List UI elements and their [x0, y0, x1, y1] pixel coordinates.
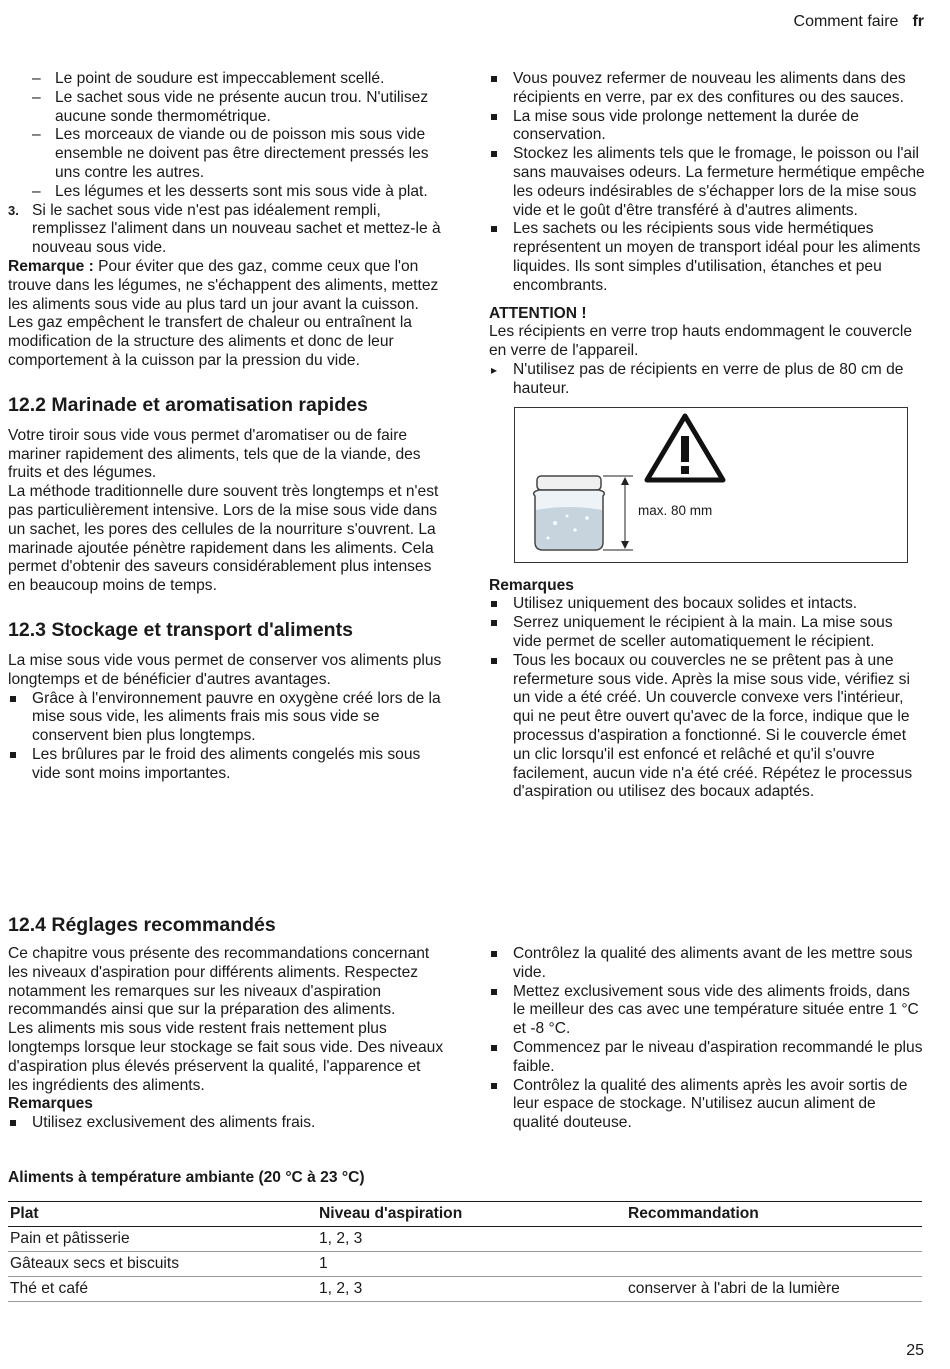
remarques-heading: Remarques	[489, 576, 574, 594]
note-label: Remarque :	[8, 257, 94, 275]
table-cell: 1, 2, 3	[317, 1227, 626, 1252]
remarques-heading: Remarques	[8, 1095, 93, 1113]
list-item: Tous les bocaux ou couvercles ne se prêtent pas à une refermeture sous vide. Après la mise sous vide, vérifiez si un vide a été créé. Un couvercle convexe vers l'intérieur, qui ne peut être ouvert qu'avec de la force, indique que le processus d'aspiration a fonctionné. Si le couvercle émet un clic lorsqu'il est enfoncé et relâché et qu'il s'ouvre facilement, aucun vide n'a été créé. Répétez le processus d'aspiration ou utilisez des bocaux adaptés.	[489, 652, 925, 802]
list-item: Les sachets ou les récipients sous vide hermétiques représentent un moyen de transport idéal pour les aliments liquides. Ils sont simples d'utilisation, étanches et peu encombrants.	[489, 220, 925, 295]
page-header	[794, 12, 924, 32]
list-item: Vous pouvez refermer de nouveau les aliments dans des récipients en verre, par ex des confitures ou des sauces.	[489, 70, 925, 108]
bullet-list	[489, 945, 925, 1133]
left-column-bottom	[8, 913, 444, 1133]
list-item: Stockez les aliments tels que le fromage, le poisson ou l'ail sans mauvaises odeurs. La fermeture hermétique empêche les odeurs indésirables de s'échapper lors de la mise sous vide et le goût d'être transféré à d'autres aliments.	[489, 145, 925, 220]
heading-12-4: 12.4 Réglages recommandés	[8, 914, 276, 936]
action-list	[489, 361, 925, 399]
table-cell: Gâteaux secs et biscuits	[8, 1252, 317, 1277]
attention-text: Les récipients en verre trop hauts endommagent le couvercle en verre de l'appareil.	[489, 323, 912, 360]
header-language-code: fr	[912, 13, 924, 30]
list-item: Grâce à l'environnement pauvre en oxygène créé lors de la mise sous vide, les aliments frais mis sous vide se conservent bien plus longtemps.	[8, 690, 444, 746]
attention-label: ATTENTION !	[489, 304, 587, 322]
table-cell: 1, 2, 3	[317, 1277, 626, 1302]
right-column-bottom	[489, 945, 925, 1133]
list-item: Serrez uniquement le récipient à la main. La mise sous vide permet de sceller automatiquement le récipient.	[489, 614, 925, 652]
right-column-top	[489, 70, 925, 802]
list-item: Commencez par le niveau d'aspiration recommandé le plus faible.	[489, 1039, 925, 1077]
table-cell	[626, 1252, 922, 1277]
note-text: Pour éviter que des gaz, comme ceux que l'on trouve dans les légumes, ne s'échappent des aliments, mettez les aliments sous vide au plus tard un jour avant la cuisson. Les gaz empêchent le transfert de chaleur ou entraînent la modification de la structure des aliments et donc de leur comportement à la cuisson par la pression du vide.	[8, 257, 439, 369]
list-item: Les brûlures par le froid des aliments congelés mis sous vide sont moins importantes.	[8, 746, 444, 784]
dash-item: – Le sachet sous vide ne présente aucun trou. N'utilisez aucune sonde thermométrique.	[8, 89, 444, 127]
settings-table	[8, 1201, 922, 1302]
remarques-list	[489, 595, 925, 802]
dash-item: – Le point de soudure est impeccablement scellé.	[8, 70, 444, 89]
warning-triangle-icon	[647, 416, 723, 480]
step-3	[8, 202, 444, 258]
paragraph: La méthode traditionnelle dure souvent très longtemps et n'est pas particulièrement intensive. Lors de la mise sous vide dans un sachet, les pores des cellules de la nourriture s'ouvrent. La marinade ajoutée pénètre rapidement dans les aliments. Cela permet d'obtenir des saveurs considérablement plus intenses en beaucoup moins de temps.	[8, 483, 439, 595]
header-section-title: Comment faire	[793, 13, 899, 30]
paragraph: La mise sous vide vous permet de conserver vos aliments plus longtemps et de bénéficier d'autres avantages.	[8, 651, 442, 688]
step-text: Si le sachet sous vide n'est pas idéalement rempli, remplissez l'aliment dans un nouveau sachet et mettez-le à nouveau sous vide.	[32, 201, 441, 257]
jar-icon	[534, 476, 605, 550]
list-item: La mise sous vide prolonge nettement la durée de conservation.	[489, 108, 925, 146]
table-caption: Aliments à température ambiante (20 °C à 23 °C)	[8, 1169, 365, 1186]
column-header: Recommandation	[626, 1202, 922, 1227]
remarques-list	[8, 1114, 444, 1133]
table-cell: conserver à l'abri de la lumière	[626, 1277, 922, 1302]
jar-illustration	[515, 408, 907, 562]
list-item: Mettez exclusivement sous vide des aliments froids, dans le meilleur des cas avec une température située entre 1 °C et -8 °C.	[489, 983, 925, 1039]
note-paragraph	[8, 258, 444, 371]
table-cell: Thé et café	[8, 1277, 317, 1302]
list-item: Contrôlez la qualité des aliments avant de les mettre sous vide.	[489, 945, 925, 983]
paragraph: Les aliments mis sous vide restent frais nettement plus longtemps lorsque leur stockage se fait sous vide. Des niveaux d'aspiration plus élevés préservent la qualité, l'apparence et les ingrédients des aliments.	[8, 1020, 444, 1094]
bullet-list	[8, 690, 444, 784]
step-number: 3.	[8, 202, 19, 218]
height-dimension-line	[603, 476, 633, 550]
table-cell: Pain et pâtisserie	[8, 1227, 317, 1252]
dash-item: – Les légumes et les desserts sont mis sous vide à plat.	[8, 183, 444, 202]
table-row	[8, 1277, 922, 1302]
paragraph: Ce chapitre vous présente des recommandations concernant les niveaux d'aspiration pour différents aliments. Respectez notamment les remarques sur les niveaux d'aspiration recommandés ainsi que sur la préparation des aliments.	[8, 945, 430, 1019]
heading-12-3: 12.3 Stockage et transport d'aliments	[8, 618, 353, 641]
jar-height-figure	[514, 407, 908, 563]
action-item: ▸ N'utilisez pas de récipients en verre de plus de 80 cm de hauteur.	[489, 361, 925, 399]
table-row	[8, 1227, 922, 1252]
column-header: Plat	[8, 1202, 317, 1227]
table-row	[8, 1252, 922, 1277]
list-item: Utilisez uniquement des bocaux solides et intacts.	[489, 595, 925, 614]
table-cell: 1	[317, 1252, 626, 1277]
list-item: Utilisez exclusivement des aliments frais.	[8, 1114, 444, 1133]
bullet-list	[489, 70, 925, 296]
dash-item: – Les morceaux de viande ou de poisson mis sous vide ensemble ne doivent pas être directement pressés les uns contre les autres.	[8, 126, 444, 182]
figure-max-height-label: max. 80 mm	[638, 502, 713, 518]
checklist-dash-list	[8, 70, 444, 202]
table-cell	[626, 1227, 922, 1252]
left-column-top	[8, 70, 444, 784]
column-header: Niveau d'aspiration	[317, 1202, 626, 1227]
paragraph: Votre tiroir sous vide vous permet d'aromatiser ou de faire mariner rapidement des aliments, tels que de la viande, des fruits et des légumes.	[8, 426, 421, 482]
heading-12-2: 12.2 Marinade et aromatisation rapides	[8, 393, 368, 416]
list-item: Contrôlez la qualité des aliments après les avoir sortis de leur espace de stockage. N'utilisez aucun aliment de qualité douteuse.	[489, 1077, 925, 1133]
table-header-row	[8, 1202, 922, 1227]
page-number: 25	[906, 1342, 924, 1360]
